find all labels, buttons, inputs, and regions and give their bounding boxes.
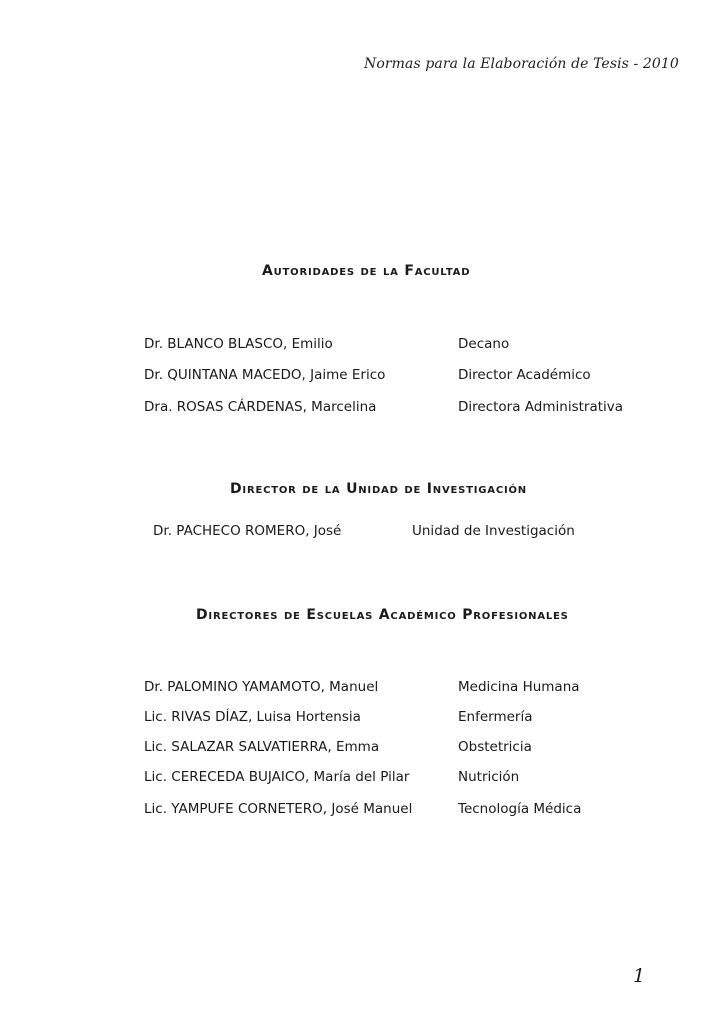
person-name: Dr. PACHECO ROMERO, José [153,523,342,539]
list-item [0,709,728,729]
running-header: Normas para la Elaboración de Tesis - 2010 [364,56,679,72]
heading-autoridades: Autoridades de la Facultad [262,263,471,279]
person-name: Dr. BLANCO BLASCO, Emilio [144,336,333,352]
list-item [0,336,728,356]
person-name: Dra. ROSAS CÁRDENAS, Marcelina [144,399,377,415]
person-role: Enfermería [458,709,533,725]
person-name: Lic. YAMPUFE CORNETERO, José Manuel [144,801,413,817]
person-role: Director Académico [458,367,591,383]
person-name: Lic. SALAZAR SALVATIERRA, Emma [144,739,380,755]
page-number: 1 [633,965,646,987]
person-name: Lic. CERECEDA BUJAICO, María del Pilar [144,769,410,785]
person-role: Nutrición [458,769,520,785]
list-item [0,523,728,543]
person-role: Unidad de Investigación [412,523,575,539]
person-role: Decano [458,336,510,352]
person-name: Dr. PALOMINO YAMAMOTO, Manuel [144,679,379,695]
person-role: Medicina Humana [458,679,580,695]
person-role: Obstetricia [458,739,532,755]
person-role: Tecnología Médica [458,801,582,817]
heading-investigacion: Director de la Unidad de Investigación [230,481,527,497]
list-item [0,801,728,821]
person-role: Directora Administrativa [458,399,624,415]
list-item [0,679,728,699]
person-name: Lic. RIVAS DÍAZ, Luisa Hortensia [144,709,361,725]
list-item [0,769,728,789]
list-item [0,367,728,387]
list-item [0,399,728,419]
list-item [0,739,728,759]
heading-escuelas: Directores de Escuelas Académico Profesionales [196,607,569,623]
person-name: Dr. QUINTANA MACEDO, Jaime Erico [144,367,386,383]
